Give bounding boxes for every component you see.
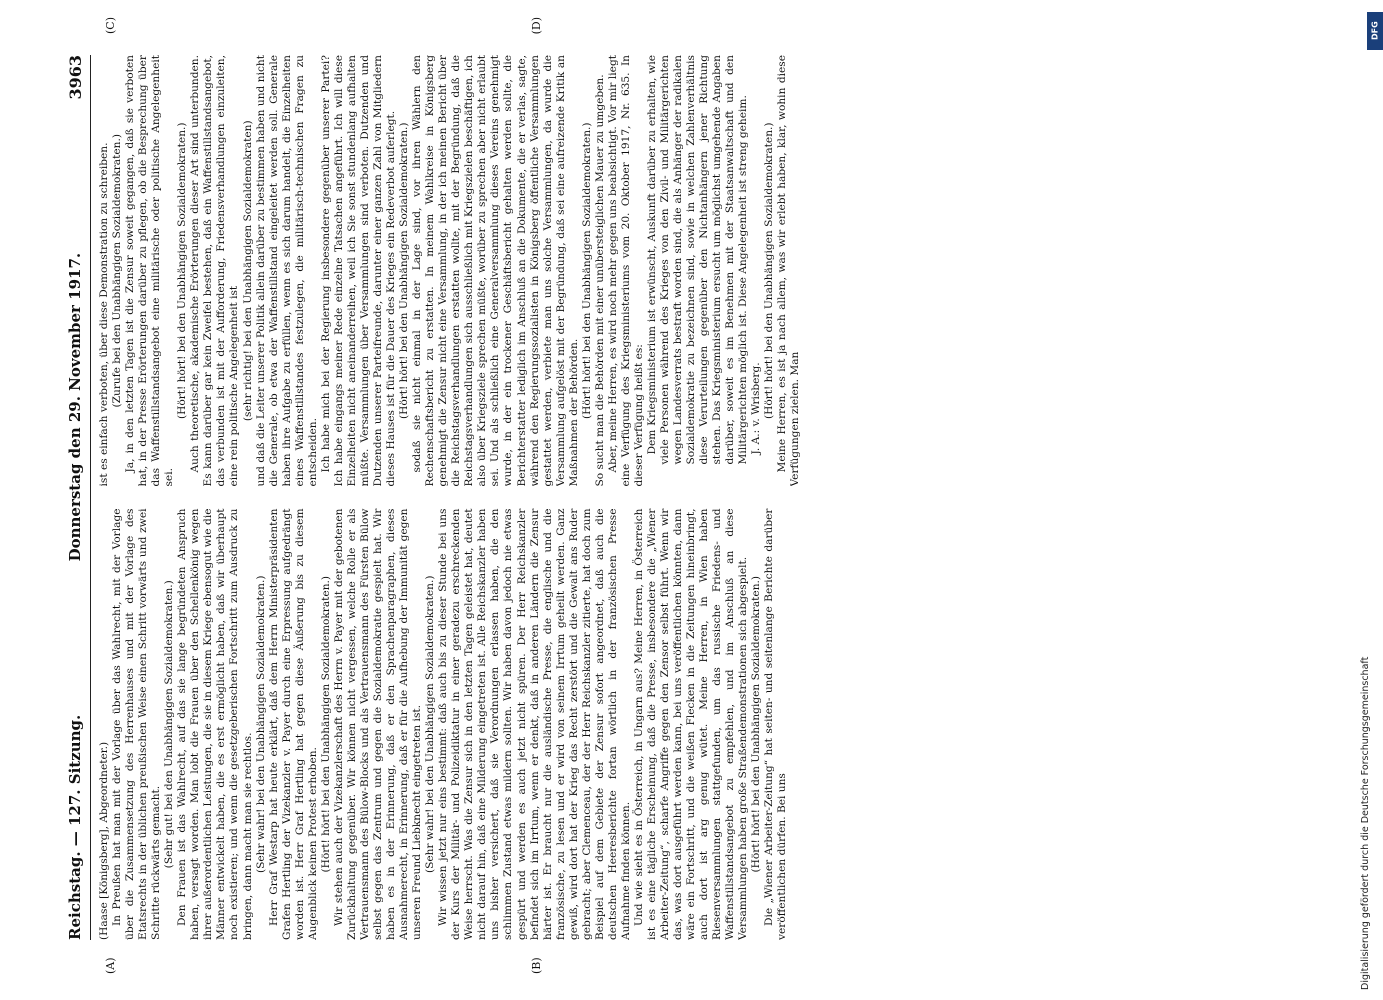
paragraph: So sucht man die Behörden mit einer unübersteiglichen Mauer zu umgeben. xyxy=(593,74,606,487)
digitization-credit xyxy=(1356,10,1376,990)
margin-mark-d: (D) xyxy=(530,17,543,35)
paragraph: Ja, in den letzten Tagen ist die Zensur soweit gegangen, daß sie verboten hat, in der Presse Erörterungen darüber zu pflegen, ob die Besprechung über das Waffenstillstandsangebot eine militärische oder politische Angelegenheit sei. xyxy=(124,55,176,487)
paragraph: Ich habe mich bei der Regierung insbesondere gegenüber unserer Partei? Ich habe eingangs meiner Rede einzelne Tatsachen angeführt. Ich will diese Einzelheiten nicht aneinanderreihen, weil ich Sie sonst stundenlang aufhalten müßte. Versammlungen über Versammlungen sind verboten. Dutzenden und Dutzenden unserer Parteifreunde, darunter einer ganzen Zahl von Mitgliedern dieses Hauses ist für die Dauer des Krieges ein Redeverbot auferlegt. xyxy=(319,55,398,487)
interjection: (Hört! hört! bei den Unabhängigen Sozialdemokraten.) xyxy=(750,575,763,873)
interjection: (Hört! hört! bei den Unabhängigen Sozialdemokraten.) xyxy=(319,575,332,873)
page-number: 3963 xyxy=(65,55,85,100)
header-left: Reichstag. — 127. Sitzung. xyxy=(66,714,84,940)
interjection: (Hört! hört! bei den Unabhängigen Sozialdemokraten.) xyxy=(398,122,411,420)
paragraph: Wir wissen jetzt nur eins bestimmt: daß auch bis zu dieser Stunde bei uns der Kurs der Militär- und Polizeidiktatur in einer geradezu erschreckenden Weise herrscht. Was die Zensur sich in den letzten Tagen geleistet hat, deutet nicht darauf hin, daß eine Milderung eingetreten ist. Alle Reichskanzler haben uns bisher versichert, daß sie Verordnungen erlassen haben, die den schlimmen Zustand etwas mildern sollten. Wir haben davon jedoch nie etwas gespürt und werden es auch jetzt nicht spüren. Der Herr Reichskanzler befindet sich im Irrtum, wenn er denkt, daß in anderen Ländern die Zensur härter ist. Er braucht nur die ausländische Presse, die englische und die französische, zu lesen und er wird von seinem Irrtum geheilt werden. Ganz gewiß, wird dort hat der Krieg das Recht zerstört und die Gewalt ans Ruder gebracht; aber Clemenceau, der der Herr Reichskanzler zitierte, hat doch zum Beispiel auf dem Gebiete der Zensur sofort angeordnet, daß auch die deutschen Heeresberichte fortan wörtlich in der französischen Presse Aufnahme finden können. xyxy=(437,508,632,940)
paragraph: sodaß sie nicht einmal in der Lage sind, vor ihren Wählern den Rechenschaftsbericht zu erstatten. In meinem Wahlkreise in Königsberg genehmigt die Zensur nicht eine Versammlung, in der ich meinen Bericht über die Reichstagsverhandlungen erstatten wollte, mit der Begründung, daß die Reichstagsverhandlungen sich ausschließlich mit Kriegszielen beschäftigen, ich also über Kriegsziele sprechen müßte, worüber zu sprechen aber nicht erlaubt sei. Und als schließlich eine Generalversammlung dieses Vereins genehmigt wurde, in der ein trockener Geschäftsbericht gehalten werden sollte, die Berichterstatter lediglich im Anschluß an die Dokumente, die er verlas, sagte, während den Regierungssozialisten in Königsberg öffentliche Versammlungen gestattet werden, verbiete man uns solche Versammlungen, da wurde die Versammlung aufgelöst mit der Begründung, daß sei eine aufreizende Kritik an Maßnahmen der Behörden. xyxy=(411,55,580,487)
paragraph: Den Frauen ist das Wahlrecht, auf das sie lange begründeten Anspruch haben, versagt worden. Man lobt die Frauen über den Schellenkönig wegen ihrer außerordentlichen Leistungen, die sie in diesem Kriege ebensogut wie die Männer entwickelt haben, die es erst ermöglicht haben, daß wir überhaupt noch existieren; und wenn die gesetzgeberischen Fortschritt zum Ausdruck zu bringen, dann macht man sie rechtlos. xyxy=(176,508,254,940)
left-column xyxy=(98,509,1292,941)
interjection: (Hört! hört! bei den Unabhängigen Sozialdemokraten.) xyxy=(580,122,593,420)
interjection: (Sehr wahr! bei den Unabhängigen Sozialdemokraten.) xyxy=(424,575,437,874)
paragraph: Und wie sieht es in Österreich, in Ungarn aus? Meine Herren, in Österreich ist es eine tägliche Erscheinung, daß die Presse, insbesondere die „Wiener Arbeiter-Zeitung“, scharfe Angriffe gegen den Zensor selbst führt. Wenn wir das, was dort ausgeführt werden kann, bei uns veröffentlichen könnten, dann wäre ein Fortschritt, und die weißen Flecken in die Zeitungen hineinbringt, auch dort ist arg genug wütet. Meine Herren, in Wien haben Riesenversammlungen stattgefunden, um das russische Friedens- und Waffenstillstandsangebot zu empfehlen, und im Anschluß an diese Versammlungen haben große Straßendemonstrationen sich abgespielt. xyxy=(632,508,750,940)
interjection: (Sehr wahr! bei den Unabhängigen Sozialdemokraten.) xyxy=(254,575,267,874)
header-center: Donnerstag den 29. November 1917. xyxy=(66,252,84,562)
interjection: (sehr richtig! bei den Unabhängigen Sozialdemokraten) xyxy=(241,120,254,422)
page-header xyxy=(60,55,91,940)
paragraph: ist es einfach verboten, über diese Demonstration zu schreiben. xyxy=(98,142,110,487)
scanned-page xyxy=(60,17,1300,980)
credit-text: Digitalisierung gefördert durch die Deutsche Forschungsgemeinschaft xyxy=(1360,656,1371,990)
rotated-page-content xyxy=(60,17,1300,980)
interjection: (Zurufe bei den Unabhängigen Sozialdemokraten.) xyxy=(111,134,124,408)
right-column xyxy=(98,55,1292,487)
paragraph: (Haase [Königsberg], Abgeordneter.) xyxy=(98,741,110,940)
margin-mark-c: (C) xyxy=(104,17,117,34)
margin-mark-a: (A) xyxy=(104,957,117,974)
paragraph: Die „Wiener Arbeiter-Zeitung“ hat seiten- und seitenlange Berichte darüber veröffentlichen dürfen. Bei uns xyxy=(763,508,789,940)
paragraph: Aber, meine Herren, es wird noch mehr gegen uns beabsichtigt. Vor mir liegt eine Verfügung des Kriegsministeriums vom 20. Oktober 1917, Nr. 635. In dieser Verfügung heißt es: xyxy=(606,55,645,487)
interjection: (Hört! hört! bei den Unabhängigen Sozialdemokraten.) xyxy=(176,122,189,420)
margin-mark-b: (B) xyxy=(530,957,543,974)
paragraph: J. A.: v. Wrisberg. xyxy=(750,362,763,455)
paragraph: Auch theoretische, akademische Erörterungen dieser Art sind unterbunden. Es kann darüber gar kein Zweifel bestehen, daß ein Waffenstillstandsangebot, das verbunden ist mit der Aufforderung, Friedensverhandlungen einzuleiten, eine rein politische Angelegenheit ist xyxy=(189,55,241,487)
paragraph: und daß die Leiter unserer Politik allein darüber zu bestimmen haben und nicht die Generale, ob etwa der Waffenstillstand eingeleitet werden soll. Generale haben ihre Aufgabe zu erfüllen, wenn es sich darum handelt, die Einzelheiten eines Waffenstillstandes festzulegen, die militärisch-technischen Fragen zu entscheiden. xyxy=(254,55,319,487)
interjection: (Hört! hört! bei den Unabhängigen Sozialdemokraten.) xyxy=(763,122,776,420)
paragraph: Wir stehen auch der Vizekanzlerschaft des Herrn v. Payer mit der gebotenen Zurückhaltung gegenüber. Wir können nicht vergessen, welche Rolle er als Vertrauensmann des Bülow-Blocks und als Vertrauensmann des Fürsten Bülow selbst gegen das Zentrum und gegen die Sozialdemokratie gespielt hat. Wir haben es in der Erinnerung, daß er den Sprachenparagraphen, dieses Ausnahmerecht, in Erinnerung, daß er für die Aufhebung der Immunität gegen unseren Freund Liebknecht eingetreten ist. xyxy=(332,508,424,940)
text-columns xyxy=(98,55,1292,940)
dfg-logo: DFG xyxy=(1367,12,1383,50)
interjection: (Sehr gut! bei den Unabhängigen Sozialdemokraten.) xyxy=(163,580,176,869)
paragraph: Meine Herren, es ist ja nach allem, was wir erlebt haben, klar, wohin diese Verfügungen zielen. Man xyxy=(776,55,802,487)
paragraph: Dem Kriegsministerium ist erwünscht, Auskunft darüber zu erhalten, wie viele Personen während des Krieges von den Zivil- und Militärgerichten wegen Landesverrats bestraft worden sind, die als Anhänger der radikalen Sozialdemokratie zu bezeichnen sind, sowie in welchen Zahlenverhältnis diese Verurteilungen gegenüber den Nichtanhängern jener Richtung stehen. Das Kriegsministerium ersucht um möglichst umgehende Angaben darüber, soweit es im Benehmen mit der Staatsanwaltschaft und den Militärgerichten möglich ist. Diese Angelegenheit ist streng geheim. xyxy=(645,55,750,465)
paragraph: Herr Graf Westarp hat heute erklärt, daß dem Herrn Ministerpräsidenten Grafen Hertling der Vizekanzler v. Payer durch eine Erpressung aufgedrängt worden ist. Herr Graf Hertling hat gegen diese Äußerung bis zu diesem Augenblick keinen Protest erhoben. xyxy=(267,508,319,940)
paragraph: In Preußen hat man mit der Vorlage über das Wahlrecht, mit der Vorlage über die Zusammensetzung des Herrenhauses und mit der Vorlage des Etatsrechts in der üblichen preußischen Weise einen Schritt vorwärts und zwei Schritte rückwärts gemacht. xyxy=(111,508,163,940)
